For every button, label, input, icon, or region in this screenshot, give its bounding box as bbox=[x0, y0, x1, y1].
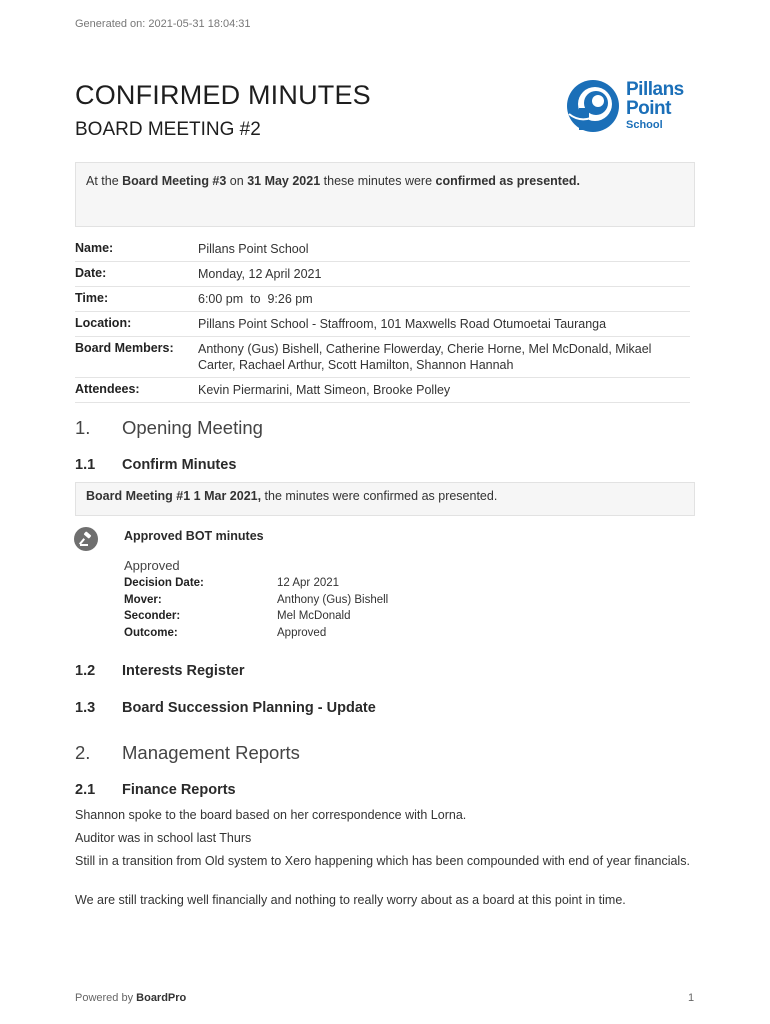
subsection-number: 2.1 bbox=[75, 782, 96, 798]
section-number: 1. bbox=[75, 417, 91, 438]
confirm-minutes-note bbox=[75, 482, 695, 516]
detail-row-attendees bbox=[75, 378, 690, 403]
subsection-title: Board Succession Planning - Update bbox=[122, 700, 376, 716]
motion-row bbox=[124, 594, 388, 611]
detail-row-name bbox=[75, 237, 690, 262]
detail-row-time bbox=[75, 287, 690, 312]
subsection-title: Finance Reports bbox=[122, 782, 236, 798]
logo-text-pillans: Pillans bbox=[626, 79, 684, 100]
detail-label: Board Members: bbox=[75, 341, 174, 355]
detail-label: Location: bbox=[75, 316, 132, 330]
wave-logo-icon bbox=[565, 78, 625, 134]
motion-title: Approved BOT minutes bbox=[124, 529, 264, 543]
subsection-number: 1.3 bbox=[75, 700, 96, 716]
subsection-heading-confirm-minutes bbox=[75, 457, 236, 473]
motion-row bbox=[124, 577, 388, 594]
motion-value: Anthony (Gus) Bishell bbox=[277, 593, 389, 606]
detail-row-date bbox=[75, 262, 690, 287]
detail-value: Pillans Point School - Staffroom, 101 Maxwells Road Otumoetai Tauranga bbox=[198, 317, 607, 331]
section-title: Management Reports bbox=[122, 742, 300, 763]
note-bold: Board Meeting #1 1 Mar 2021, bbox=[86, 489, 262, 503]
confirmation-date: 31 May 2021 bbox=[247, 174, 321, 188]
detail-row-location bbox=[75, 312, 690, 337]
document-subtitle: BOARD MEETING #2 bbox=[75, 119, 261, 140]
motion-label: Outcome: bbox=[124, 626, 178, 639]
confirmation-status: confirmed as presented. bbox=[435, 174, 581, 188]
subsection-heading-succession-planning bbox=[75, 700, 376, 716]
logo-text-point: Point bbox=[626, 98, 671, 119]
motion-details bbox=[124, 577, 388, 643]
finance-paragraph: Shannon spoke to the board based on her correspondence with Lorna. bbox=[75, 808, 467, 822]
detail-row-board-members bbox=[75, 337, 690, 378]
detail-label: Time: bbox=[75, 291, 109, 305]
detail-label: Attendees: bbox=[75, 382, 140, 396]
page-number: 1 bbox=[688, 992, 695, 1004]
section-heading-management-reports bbox=[75, 742, 300, 764]
finance-paragraph: Auditor was in school last Thurs bbox=[75, 831, 252, 845]
motion-label: Mover: bbox=[124, 593, 162, 606]
confirmation-text: these minutes were bbox=[320, 174, 436, 188]
finance-paragraph: Still in a transition from Old system to Xero happening which has been compounded with end of year financials. bbox=[75, 854, 690, 868]
motion-label: Seconder: bbox=[124, 610, 181, 622]
detail-value: Anthony (Gus) Bishell, Catherine Flowerday, Cherie Horne, Mel McDonald, Mikael Carter, Rachael Arthur, Scott Hamilton, Shannon Hannah bbox=[198, 342, 652, 372]
gavel-icon bbox=[74, 527, 98, 551]
footer-text: Powered by bbox=[75, 992, 137, 1004]
motion-result: Approved bbox=[124, 558, 180, 573]
detail-value: Monday, 12 April 2021 bbox=[198, 267, 322, 281]
subsection-number: 1.1 bbox=[75, 457, 96, 473]
motion-value: Mel McDonald bbox=[277, 610, 351, 622]
motion-row bbox=[124, 610, 388, 627]
section-heading-opening-meeting bbox=[75, 417, 263, 439]
logo-text-school: School bbox=[626, 119, 663, 131]
section-number: 2. bbox=[75, 742, 91, 763]
detail-label: Date: bbox=[75, 266, 107, 280]
meeting-details bbox=[75, 237, 690, 403]
motion-label: Decision Date: bbox=[124, 577, 204, 589]
footer-powered-by bbox=[75, 992, 186, 1004]
finance-paragraph: We are still tracking well financially and nothing to really worry about as a board at this point in time. bbox=[75, 893, 626, 907]
subsection-heading-interests-register bbox=[75, 663, 245, 679]
subsection-title: Confirm Minutes bbox=[122, 457, 237, 473]
confirmation-text: on bbox=[226, 174, 248, 188]
motion-value: Approved bbox=[277, 626, 327, 639]
confirmation-notice bbox=[75, 162, 695, 227]
note-text: the minutes were confirmed as presented. bbox=[261, 489, 498, 503]
subsection-number: 1.2 bbox=[75, 663, 96, 679]
detail-value: 6:00 pm to 9:26 pm bbox=[198, 292, 313, 306]
motion-row bbox=[124, 627, 388, 644]
document-title: CONFIRMED MINUTES bbox=[75, 80, 371, 110]
school-logo bbox=[565, 78, 695, 134]
detail-value: Pillans Point School bbox=[198, 242, 309, 256]
confirmation-meeting: Board Meeting #3 bbox=[122, 174, 227, 188]
subsection-title: Interests Register bbox=[122, 663, 245, 679]
detail-value: Kevin Piermarini, Matt Simeon, Brooke Polley bbox=[198, 383, 451, 397]
subsection-heading-finance-reports bbox=[75, 782, 236, 798]
confirmation-text: At the bbox=[86, 174, 123, 188]
detail-label: Name: bbox=[75, 241, 114, 255]
footer-brand: BoardPro bbox=[136, 992, 187, 1004]
generated-timestamp: Generated on: 2021-05-31 18:04:31 bbox=[75, 18, 251, 30]
section-title: Opening Meeting bbox=[122, 417, 263, 438]
motion-value: 12 Apr 2021 bbox=[277, 577, 340, 589]
